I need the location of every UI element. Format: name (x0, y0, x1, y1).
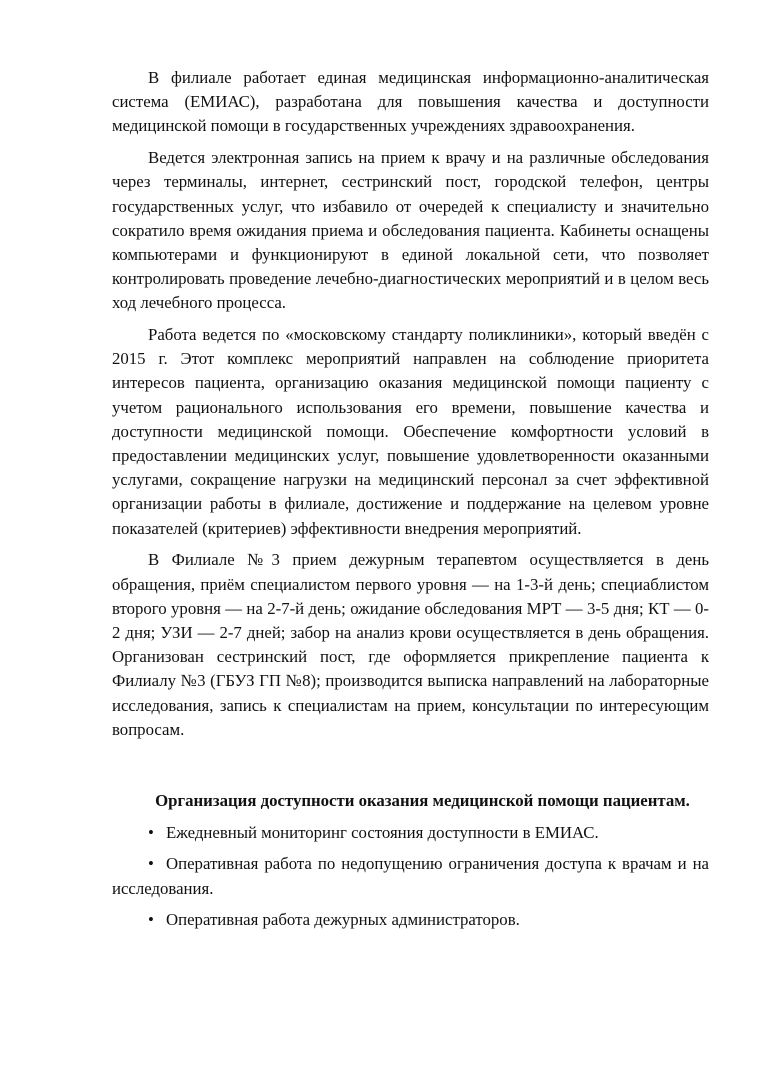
bullet-icon: • (148, 854, 154, 874)
paragraph-branch-3-timing: В Филиале №3 прием дежурным терапевтом осуществляется в день обращения, приём специалистом первого уровня — на 1-3-й день; специаблистом второго уровня — на 2-7-й день; ожидание обследования МРТ — 3-5 дня; КТ — 0-2 дня; УЗИ — 2-7 дней; забор на анализ крови осуществляется в день обращения. Организован сестринский пост, где оформляется прикрепление пациента к Филиалу №3 (ГБУЗ ГП №8); производится выписка направлений на лабораторные исследования, запись к специалистам на прием, консультации по интересующим вопросам. (112, 550, 709, 739)
paragraph-moscow-standard: Работа ведется по «московскому стандарту поликлиники», который введён с 2015 г. Этот комплекс мероприятий направлен на соблюдение приоритета интересов пациента, организацию оказания медицинской помощи пациенту с учетом рационального использования его времени, повышение качества и доступности медицинской помощи. Обеспечение комфортности условий в предоставлении медицинских услуг, повышение удовлетворенности оказанными услугами, сокращение нагрузки на медицинский персонал за счет эффективной организации работы в филиале, достижение и поддержание на целевом уровне показателей (критериев) эффективности внедрения мероприятий. (112, 325, 709, 538)
bullet-text: Ежедневный мониторинг состояния доступности в ЕМИАС. (166, 822, 599, 842)
section-heading: Организация доступности оказания медицинской помощи пациентам. (155, 791, 690, 811)
bullet-item (112, 908, 709, 932)
bullet-item (112, 821, 709, 845)
bullet-text: Оперативная работа по недопущению ограничения доступа к врачам и на исследования. (112, 854, 709, 898)
paragraph-electronic-booking: Ведется электронная запись на прием к врачу и на различные обследования через терминалы, интернет, сестринский пост, городской телефон, центры государственных услуг, что избавило от очередей к специалисту и значительно сократило время ожидания приема и обследования пациента. Кабинеты оснащены компьютерами и функционируют в единой локальной сети, что позволяет контролировать проведение лечебно-диагностических мероприятий и в целом весь ход лечебного процесса. (112, 148, 709, 313)
bullet-icon: • (148, 822, 154, 842)
section-spacer (112, 749, 709, 789)
bullet-item (112, 852, 709, 900)
bullet-text: Оперативная работа дежурных администраторов. (166, 910, 520, 930)
bullet-icon: • (148, 910, 154, 930)
paragraph-emias: В филиале работает единая медицинская информационно-аналитическая система (ЕМИАС), разработана для повышения качества и доступности медицинской помощи в государственных учреждениях здравоохранения. (112, 68, 709, 136)
document-page (112, 66, 709, 940)
